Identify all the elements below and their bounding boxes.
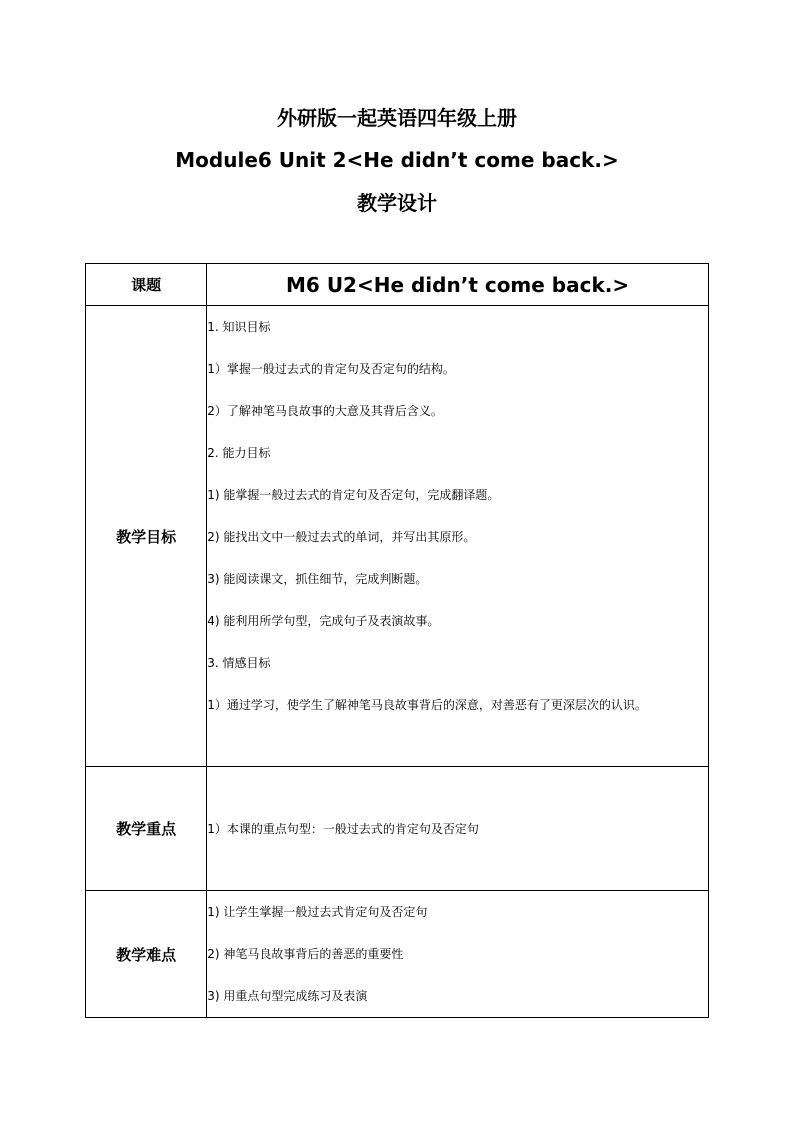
- objectives-line: 1. 知识目标: [207, 320, 271, 334]
- objectives-line: 1）掌握一般过去式的肯定句及否定句的结构。: [207, 362, 455, 376]
- objectives-line: 2）了解神笔马良故事的大意及其背后含义。: [207, 404, 443, 418]
- objectives-label: 教学目标: [86, 306, 207, 767]
- focus-content: [207, 767, 709, 891]
- difficulty-line: 1) 让学生掌握一般过去式肯定句及否定句: [207, 905, 428, 919]
- table-row-difficulty: [86, 891, 709, 1018]
- topic-label: 课题: [86, 264, 207, 306]
- difficulty-content: [207, 891, 709, 1018]
- objectives-line: 1) 能掌握一般过去式的肯定句及否定句，完成翻译题。: [207, 488, 500, 502]
- document-subtitle: Module6 Unit 2<He didn’t come back.>: [175, 148, 619, 172]
- table-row-focus: [86, 767, 709, 891]
- objectives-content: [207, 306, 709, 767]
- objectives-line: 2) 能找出文中一般过去式的单词，并写出其原形。: [207, 530, 476, 544]
- table-row-objectives: [86, 306, 709, 767]
- document-title: 外研版一起英语四年级上册: [277, 106, 517, 130]
- difficulty-label: 教学难点: [86, 891, 207, 1018]
- document-type-heading: 教学设计: [357, 191, 437, 215]
- objectives-line: 4) 能利用所学句型，完成句子及表演故事。: [207, 614, 440, 628]
- table-row-topic: [86, 264, 709, 306]
- lesson-plan-table: [85, 263, 709, 1018]
- objectives-line: 1）通过学习，使学生了解神笔马良故事背后的深意，对善恶有了更深层次的认识。: [207, 698, 647, 712]
- difficulty-line: 2) 神笔马良故事背后的善恶的重要性: [207, 947, 404, 961]
- difficulty-line: 3) 用重点句型完成练习及表演: [207, 989, 368, 1003]
- objectives-line: 3) 能阅读课文，抓住细节，完成判断题。: [207, 572, 428, 586]
- focus-label: 教学重点: [86, 767, 207, 891]
- focus-line: 1）本课的重点句型：一般过去式的肯定句及否定句: [207, 821, 479, 836]
- topic-value: M6 U2<He didn’t come back.>: [207, 264, 709, 306]
- objectives-line: 3. 情感目标: [207, 656, 271, 670]
- objectives-line: 2. 能力目标: [207, 446, 271, 460]
